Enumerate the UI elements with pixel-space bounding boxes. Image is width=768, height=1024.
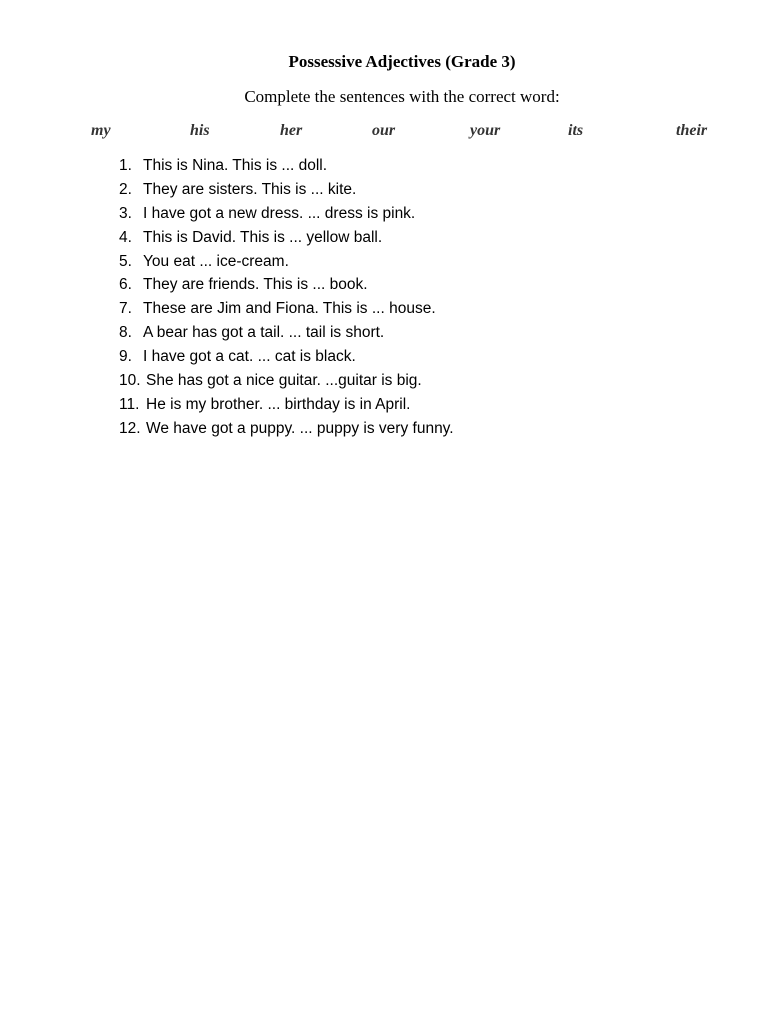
- question-item: [0, 154, 700, 178]
- question-text: He is my brother. ... birthday is in April.: [146, 395, 411, 413]
- word-bank-item: my: [91, 122, 111, 139]
- question-text: You eat ... ice-cream.: [143, 252, 289, 270]
- question-text: I have got a new dress. ... dress is pink.: [143, 204, 416, 222]
- question-item: [0, 297, 700, 321]
- question-number: 8.: [119, 324, 132, 342]
- question-number: 6.: [119, 276, 132, 294]
- question-text: I have got a cat. ... cat is black.: [143, 348, 356, 366]
- question-text: They are friends. This is ... book.: [143, 276, 368, 294]
- question-item: [0, 417, 700, 441]
- question-item: [0, 369, 700, 393]
- word-bank-item: their: [676, 122, 708, 139]
- question-number: 3.: [119, 204, 132, 222]
- question-item: [0, 178, 700, 202]
- question-number: 11.: [119, 395, 140, 413]
- question-number: 1.: [119, 157, 132, 174]
- question-text: We have got a puppy. ... puppy is very funny.: [146, 419, 454, 437]
- word-bank: [0, 120, 768, 142]
- question-number: 4.: [119, 228, 132, 246]
- worksheet-instruction: Complete the sentences with the correct word:: [244, 87, 560, 106]
- worksheet-title: Possessive Adjectives (Grade 3): [288, 52, 516, 71]
- question-item: [0, 345, 700, 369]
- word-bank-item: her: [280, 122, 303, 139]
- word-bank-item: your: [470, 122, 501, 139]
- word-bank-item: its: [568, 122, 584, 139]
- word-bank-item: his: [190, 122, 210, 139]
- question-item: [0, 226, 700, 250]
- question-item: [0, 250, 700, 274]
- question-number: 9.: [119, 348, 132, 366]
- question-text: They are sisters. This is ... kite.: [143, 180, 357, 198]
- question-text: This is David. This is ... yellow ball.: [143, 228, 383, 246]
- question-item: [0, 321, 700, 345]
- question-number: 7.: [119, 300, 132, 318]
- question-number: 5.: [119, 252, 132, 270]
- question-number: 12.: [119, 419, 141, 437]
- question-item: [0, 273, 700, 297]
- question-item: [0, 202, 700, 226]
- question-number: 2.: [119, 180, 132, 198]
- question-list: [0, 154, 700, 441]
- question-text: A bear has got a tail. ... tail is short.: [143, 324, 385, 342]
- question-number: 10.: [119, 372, 141, 390]
- question-item: [0, 393, 700, 417]
- word-bank-item: our: [372, 122, 396, 139]
- question-text: This is Nina. This is ... doll.: [143, 157, 328, 174]
- question-text: She has got a nice guitar. ...guitar is big.: [146, 372, 422, 390]
- question-text: These are Jim and Fiona. This is ... house.: [143, 300, 436, 318]
